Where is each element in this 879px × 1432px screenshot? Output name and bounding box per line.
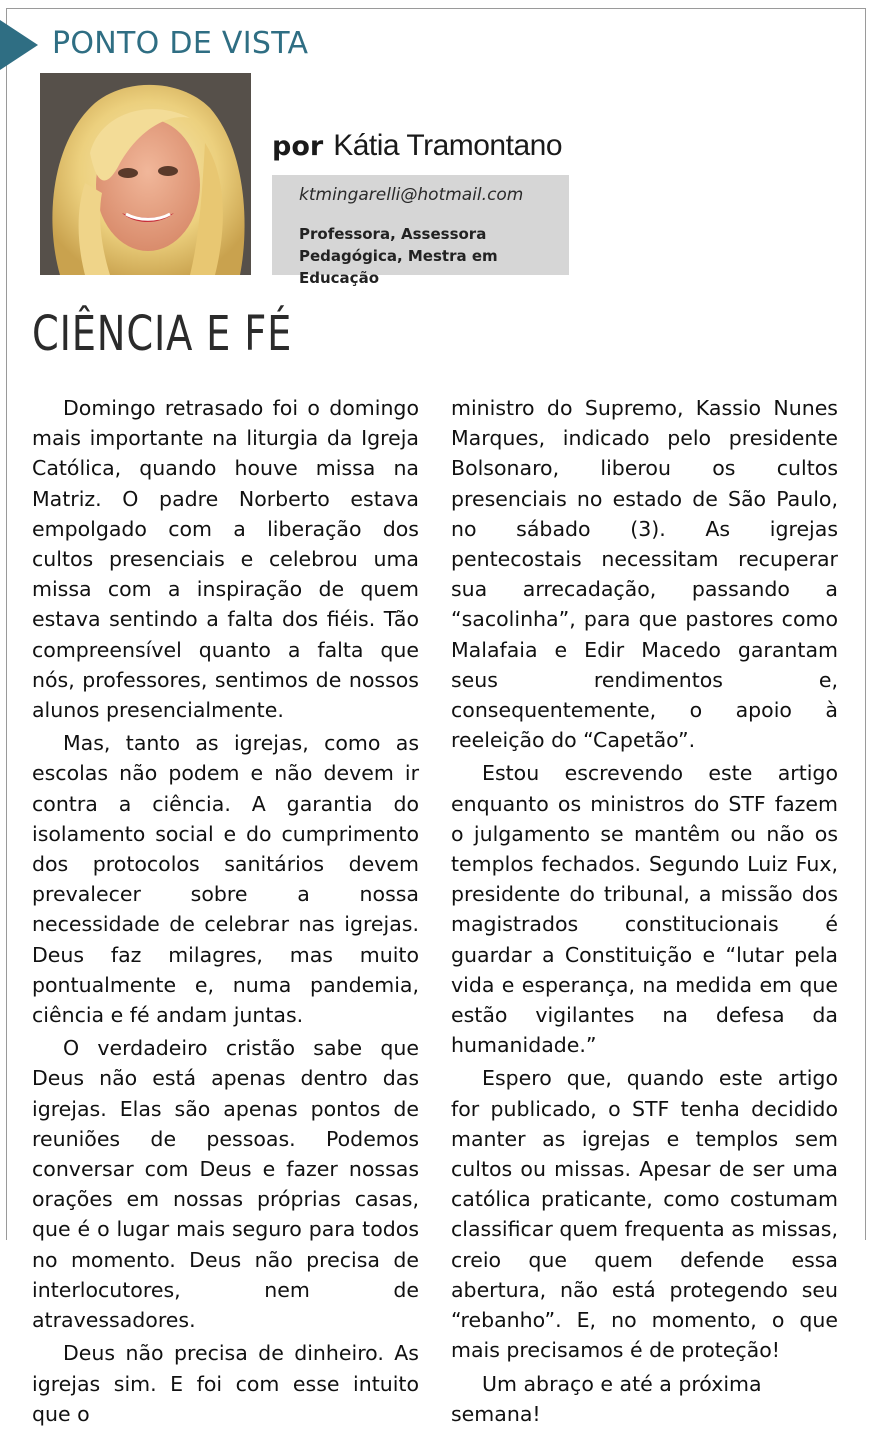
section-title: PONTO DE VISTA: [52, 26, 309, 61]
article-closing: Um abraço e até a próxima semana!: [451, 1371, 762, 1426]
author-photo: [40, 73, 251, 275]
article-column-right: [451, 393, 838, 1432]
article-column-left: [32, 393, 419, 1432]
article-paragraph: Estou escrevendo este artigo enquanto os ministros do STF fazem o julgamento se mantêm ou não os templos fechados. Segundo Luiz Fux, presidente do tribunal, a missão dos magistrados constitucionais é guardar a Constituição e “lutar pela vida e esperança, na medida em que estão vigilantes na defesa da humanidade.”: [451, 761, 838, 1058]
author-role-line-2: Pedagógica, Mestra em Educação: [299, 247, 498, 287]
triangle-marker-icon: [0, 20, 40, 70]
author-name: Kátia Tramontano: [333, 129, 563, 162]
author-email[interactable]: ktmingarelli@hotmail.com: [299, 185, 524, 205]
article-paragraph: O verdadeiro cristão sabe que Deus não está apenas dentro das igrejas. Elas são apenas pontos de reuniões de pessoas. Podemos conversar com Deus e fazer nossas orações em nossas próprias casas, que é o lugar mais seguro para todos no momento. Deus não precisa de interlocutores, nem de atravessadores.: [32, 1036, 419, 1333]
article-paragraph: Domingo retrasado foi o domingo mais importante na liturgia da Igreja Católica, quando houve missa na Matriz. O padre Norberto estava empolgado com a liberação dos cultos presenciais e celebrou uma missa com a inspiração de quem estava sentindo a falta dos fiéis. Tão compreensível quanto a falta que nós, professores, sentimos de nossos alunos presencialmente.: [32, 396, 419, 723]
article-paragraph: ministro do Supremo, Kassio Nunes Marques, indicado pelo presidente Bolsonaro, liberou os cultos presenciais no estado de São Paulo, no sábado (3). As igrejas pentecostais necessitam recuperar sua arrecadação, passando a “sacolinha”, para que pastores como Malafaia e Edir Macedo garantam seus rendimentos e, consequentemente, o apoio à reeleição do “Capetão”.: [451, 396, 838, 753]
byline-prefix: por: [272, 131, 324, 162]
article-title: CIÊNCIA E FÉ: [32, 306, 293, 362]
author-role-line-1: Professora, Assessora: [299, 225, 487, 243]
article-paragraph: Espero que, quando este artigo for publicado, o STF tenha decidido manter as igrejas e templos sem cultos ou missas. Apesar de ser uma católica praticante, como costumam classificar quem frequenta as missas, creio que quem defende essa abertura, não está protegendo seu “rebanho”. E, no momento, o que mais precisamos é de proteção!: [451, 1066, 838, 1363]
author-infobox: [272, 175, 569, 287]
article-paragraph: Mas, tanto as igrejas, como as escolas não podem e não devem ir contra a ciência. A garantia do isolamento social e do cumprimento dos protocolos sanitários devem prevalecer sobre a nossa necessidade de celebrar nas igrejas. Deus faz milagres, mas muito pontualmente e, numa pandemia, ciência e fé andam juntas.: [32, 731, 419, 1028]
author-byline: [272, 128, 562, 163]
article-paragraph: Deus não precisa de dinheiro. As igrejas sim. E foi com esse intuito que o: [32, 1341, 419, 1426]
